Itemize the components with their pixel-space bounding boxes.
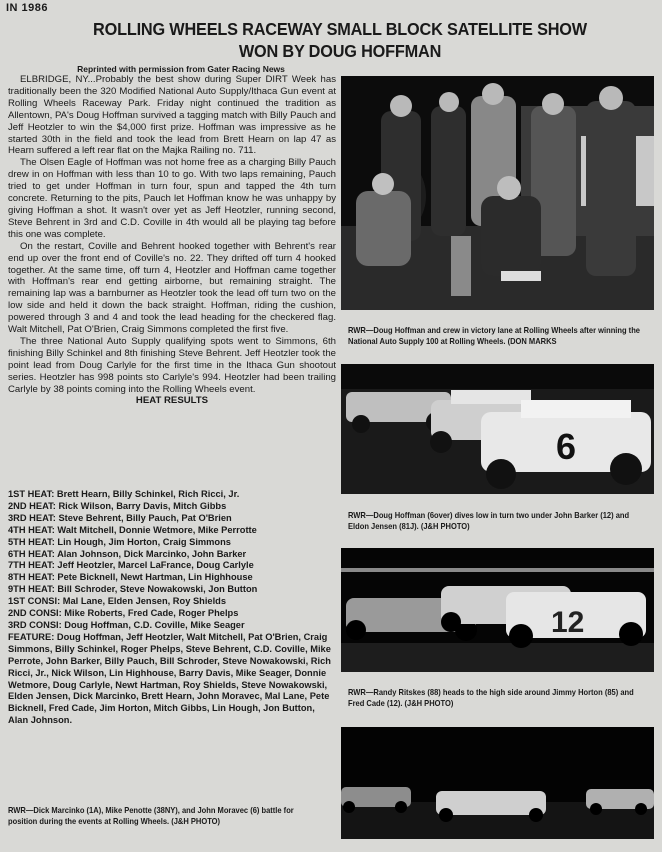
heat-line: 7TH HEAT: Jeff Heotzler, Marcel LaFrance, Doug Carlyle — [8, 560, 254, 571]
heat-results-title: HEAT RESULTS — [135, 395, 209, 407]
photo-caption: RWR—Doug Hoffman (6over) dives low in turn two under John Barker (12) and Eldon Jensen (81J). (J&H PHOTO) — [348, 511, 630, 531]
photo-high-side — [341, 548, 654, 672]
photo-battle — [341, 727, 654, 839]
heat-line: 5TH HEAT: Lin Hough, Jim Horton, Craig Simmons — [8, 536, 231, 547]
article-paragraph: ELBRIDGE, NY...Probably the best show during Super DIRT Week has traditionally been the 320 Modified National Auto Supply/Ithaca Gun event at Rolling Wheels Raceway Park. Friday night continued the tradition as Allentown, PA's Doug Hoffman survived a tagging match with Billy Pauch and Jeff Heotzler to win the $4,000 first prize. Hoffman was impressive as he started 30th in the field and took the lead from Brett Hearn on lap 47 as Hearn suffered a left rear flat on the Majka Railing no. 711. — [8, 74, 336, 157]
victory-lane-image — [341, 76, 654, 310]
heat-line: 1ST HEAT: Brett Hearn, Billy Schinkel, Rich Ricci, Jr. — [8, 489, 240, 499]
heat-line: 2ND CONSI: Mike Roberts, Fred Cade, Roger Phelps — [8, 608, 239, 619]
photo-caption: RWR—Randy Ritskes (88) heads to the high side around Jimmy Horton (85) and Fred Cade (12). (J&H PHOTO) — [348, 688, 634, 708]
battle-image — [341, 727, 654, 839]
article-paragraph: The Olsen Eagle of Hoffman was not home free as a charging Billy Pauch drew in on Hoffman with less than 10 to go. With two laps remaining, Pauch tried to get under Hoffman in turn four, spun and tapped the 4th turn concrete. Returning to the pits, Pauch let Hoffman know he was unhappy by giving Hoffman a shot. It wasn't over yet as Jeff Heotzler, running second, Steve Behrent in 3rd and C.D. Coville in 4th would all be playing tag before this one was complete. — [8, 157, 336, 240]
heat-line: 9TH HEAT: Bill Schroder, Steve Nowakowski, Jon Button — [8, 584, 258, 595]
heat-line: 8TH HEAT: Pete Bicknell, Newt Hartman, Lin Highhouse — [8, 572, 253, 583]
year-tag: IN 1986 — [6, 2, 49, 14]
photo-victory-lane — [341, 76, 654, 310]
heat-line: 6TH HEAT: Alan Johnson, Dick Marcinko, John Barker — [8, 548, 247, 559]
reprint-credit: Reprinted with permission from Gater Racing News — [77, 64, 285, 74]
heat-line: 2ND HEAT: Rick Wilson, Barry Davis, Mitch Gibbs — [8, 500, 227, 511]
article-paragraph: The three National Auto Supply qualifying spots went to Simmons, 6th finishing Billy Schinkel and 8th finishing Steve Behrent. Jeff Heotzler took the point lead from Doug Carlyle for the first time in the Ithaca Gun shootout series. Heotzler has 998 points sto Carlyle's 994. Heotzler had been trailing Carlyle by 38 points coming into the Rolling Wheels event. — [8, 335, 336, 395]
high-side-image — [341, 548, 654, 672]
heat-line: 4TH HEAT: Walt Mitchell, Donnie Wetmore, Mike Perrotte — [8, 524, 257, 535]
article-paragraph: On the restart, Coville and Behrent hooked together with Behrent's rear end up over the front end of Coville's no. 22. They drifted off turn 4 hooked together. At the same time, off turn 4, Heotzler and Hoffman came together with Hoffman's rear end getting airborne, but remaining straight. The remaining lap was a barnburner as Heotzler took the lead off turn two on the low side and held it down the back straight. Hoffman, riding the cushion, powered through 3 and 4 and took the lead heading for the checkered flag. Walt Mitchell, Pat O'Brien, Craig Simmons completed the first five. — [8, 240, 336, 336]
headline-line-1: ROLLING WHEELS RACEWAY SMALL BLOCK SATELLITE SHOW — [93, 19, 587, 39]
heat-line: 3RD CONSI: Doug Hoffman, C.D. Coville, Mike Seager — [8, 619, 245, 630]
car-number-12: 12 — [551, 606, 585, 639]
turn-two-image — [341, 364, 654, 494]
headline — [61, 18, 619, 62]
article-body — [8, 74, 336, 407]
heat-line: 1ST CONSI: Mal Lane, Elden Jensen, Roy Shields — [8, 596, 227, 607]
headline-line-2: WON BY DOUG HOFFMAN — [238, 41, 442, 61]
photo-turn-two — [341, 364, 654, 494]
photo-caption: RWR—Doug Hoffman and crew in victory lane at Rolling Wheels after winning the National Auto Supply 100 at Rolling Wheels. (DON MARKS — [348, 326, 640, 346]
heat-line: 3RD HEAT: Steve Behrent, Billy Pauch, Pat O'Brien — [8, 512, 232, 523]
photo-caption: RWR—Dick Marcinko (1A), Mike Penotte (38NY), and John Moravec (6) battle for position during the events at Rolling Wheels. (J&H PHOTO) — [8, 806, 294, 826]
car-number-6: 6 — [556, 426, 577, 467]
heat-results — [8, 489, 334, 727]
feature-results: FEATURE: Doug Hoffman, Jeff Heotzler, Walt Mitchell, Pat O'Brien, Craig Simmons, Billy Schinkel, Roger Phelps, Steve Behrent, C.D. Coville, Mike Perrote, John Barker, Billy Pauch, Bill Schroder, Steve Nowakowski, Rich Ricci, Jr., Nick Wilson, Lin Highhouse, Barry Davis, Mike Seager, Donnie Wetmore, Doug Carlyle, Newt Hartman, Roy Shields, Steve Nowakowski, Elden Jensen, Dick Marcinko, Brett Hearn, John Moravec, Mal Lane, Pete Bicknell, Fred Cade, Jim Horton, Mitch Gibbs, Lin Hough, Jon Button, Alan Johnson. — [8, 631, 331, 726]
